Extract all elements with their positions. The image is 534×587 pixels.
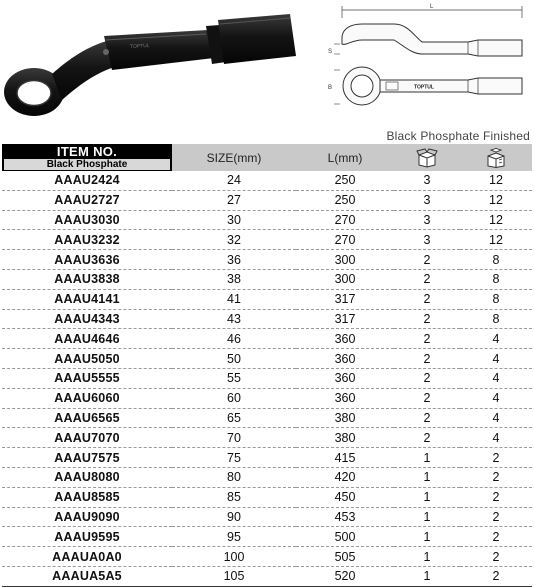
size-cell: 24 [172, 171, 296, 190]
size-cell: 75 [172, 448, 296, 468]
wrench-photo [0, 0, 300, 130]
carton-qty-cell: 8 [460, 250, 532, 270]
master-carton-header [460, 144, 532, 171]
item-code-cell: AAAU6060 [2, 388, 172, 408]
item-code-cell: AAAU3636 [2, 250, 172, 270]
size-cell: 55 [172, 368, 296, 388]
carton-qty-cell: 2 [460, 487, 532, 507]
svg-text:TOPTUL: TOPTUL [129, 42, 150, 50]
item-code-cell: AAAUA0A0 [2, 547, 172, 567]
item-code-cell: AAAUA5A5 [2, 566, 172, 586]
inner-qty-cell: 2 [394, 388, 460, 408]
size-cell: 80 [172, 467, 296, 487]
inner-box-icon [416, 148, 438, 168]
table-row [2, 487, 532, 507]
length-cell: 360 [296, 349, 394, 369]
carton-qty-cell: 4 [460, 428, 532, 448]
carton-qty-cell: 2 [460, 467, 532, 487]
length-cell: 380 [296, 428, 394, 448]
carton-qty-cell: 2 [460, 566, 532, 586]
size-cell: 85 [172, 487, 296, 507]
length-cell: 415 [296, 448, 394, 468]
size-cell: 95 [172, 527, 296, 547]
size-header: SIZE(mm) [172, 144, 296, 171]
length-cell: 300 [296, 269, 394, 289]
brand-mark: TOPTUL [414, 84, 434, 91]
carton-qty-cell: 12 [460, 171, 532, 190]
size-cell: 60 [172, 388, 296, 408]
size-cell: 70 [172, 428, 296, 448]
table-row [2, 428, 532, 448]
table-row [2, 190, 532, 210]
length-cell: 500 [296, 527, 394, 547]
item-code-cell: AAAU9595 [2, 527, 172, 547]
size-cell: 43 [172, 309, 296, 329]
inner-qty-cell: 2 [394, 349, 460, 369]
carton-qty-cell: 4 [460, 349, 532, 369]
item-code-cell: AAAU8080 [2, 467, 172, 487]
inner-qty-cell: 2 [394, 309, 460, 329]
size-cell: 50 [172, 349, 296, 369]
table-row [2, 527, 532, 547]
table-row [2, 408, 532, 428]
table-row [2, 566, 532, 586]
table-row [2, 309, 532, 329]
dim-s-label: S [328, 49, 333, 55]
table-row [2, 388, 532, 408]
size-cell: 65 [172, 408, 296, 428]
table-row [2, 467, 532, 487]
item-code-cell: AAAU8585 [2, 487, 172, 507]
carton-qty-cell: 12 [460, 230, 532, 250]
item-code-cell: AAAU4646 [2, 329, 172, 349]
item-code-cell: AAAU5555 [2, 368, 172, 388]
inner-qty-cell: 2 [394, 250, 460, 270]
inner-qty-cell: 2 [394, 269, 460, 289]
length-cell: 380 [296, 408, 394, 428]
size-cell: 100 [172, 547, 296, 567]
inner-qty-cell: 2 [394, 289, 460, 309]
table-row [2, 349, 532, 369]
length-cell: 453 [296, 507, 394, 527]
size-cell: 41 [172, 289, 296, 309]
length-cell: 360 [296, 368, 394, 388]
inner-qty-cell: 1 [394, 448, 460, 468]
size-cell: 105 [172, 566, 296, 586]
size-cell: 27 [172, 190, 296, 210]
table-row [2, 329, 532, 349]
size-cell: 32 [172, 230, 296, 250]
size-cell: 38 [172, 269, 296, 289]
item-code-cell: AAAU7575 [2, 448, 172, 468]
inner-qty-cell: 3 [394, 230, 460, 250]
item-no-title: ITEM NO. [56, 143, 118, 159]
table-row [2, 230, 532, 250]
length-cell: 317 [296, 309, 394, 329]
inner-box-header [394, 144, 460, 171]
size-cell: 90 [172, 507, 296, 527]
length-cell: 270 [296, 210, 394, 230]
dimension-drawing [318, 0, 534, 120]
item-code-cell: AAAU2727 [2, 190, 172, 210]
item-code-cell: AAAU4343 [2, 309, 172, 329]
carton-qty-cell: 2 [460, 448, 532, 468]
length-cell: 520 [296, 566, 394, 586]
inner-qty-cell: 1 [394, 467, 460, 487]
carton-qty-cell: 8 [460, 309, 532, 329]
table-row [2, 250, 532, 270]
length-cell: 317 [296, 289, 394, 309]
carton-qty-cell: 8 [460, 289, 532, 309]
length-cell: 360 [296, 329, 394, 349]
table-row [2, 210, 532, 230]
inner-qty-cell: 1 [394, 487, 460, 507]
inner-qty-cell: 2 [394, 428, 460, 448]
table-header-row [2, 144, 532, 171]
table-row [2, 171, 532, 190]
table-row [2, 507, 532, 527]
master-carton-icon [485, 148, 507, 168]
item-no-header [2, 144, 172, 171]
size-cell: 30 [172, 210, 296, 230]
item-code-cell: AAAU7070 [2, 428, 172, 448]
carton-qty-cell: 4 [460, 329, 532, 349]
carton-qty-cell: 12 [460, 210, 532, 230]
spec-table [2, 144, 532, 587]
dim-l-label: L [430, 4, 434, 10]
inner-qty-cell: 1 [394, 507, 460, 527]
length-cell: 250 [296, 171, 394, 190]
table-row [2, 448, 532, 468]
carton-qty-cell: 2 [460, 527, 532, 547]
length-cell: 420 [296, 467, 394, 487]
carton-qty-cell: 4 [460, 368, 532, 388]
length-cell: 270 [296, 230, 394, 250]
item-code-cell: AAAU4141 [2, 289, 172, 309]
carton-qty-cell: 4 [460, 388, 532, 408]
inner-qty-cell: 3 [394, 171, 460, 190]
dim-b-label: B [328, 85, 333, 91]
carton-qty-cell: 12 [460, 190, 532, 210]
inner-qty-cell: 2 [394, 329, 460, 349]
item-code-cell: AAAU3838 [2, 269, 172, 289]
carton-qty-cell: 2 [460, 547, 532, 567]
table-row [2, 368, 532, 388]
size-cell: 36 [172, 250, 296, 270]
length-cell: 360 [296, 388, 394, 408]
length-cell: 505 [296, 547, 394, 567]
item-code-cell: AAAU9090 [2, 507, 172, 527]
table-row [2, 547, 532, 567]
carton-qty-cell: 8 [460, 269, 532, 289]
carton-qty-cell: 4 [460, 408, 532, 428]
inner-qty-cell: 1 [394, 566, 460, 586]
inner-qty-cell: 1 [394, 527, 460, 547]
item-code-cell: AAAU3030 [2, 210, 172, 230]
size-cell: 46 [172, 329, 296, 349]
inner-qty-cell: 2 [394, 408, 460, 428]
item-code-cell: AAAU5050 [2, 349, 172, 369]
inner-qty-cell: 1 [394, 547, 460, 567]
length-header: L(mm) [296, 144, 394, 171]
length-cell: 300 [296, 250, 394, 270]
carton-qty-cell: 2 [460, 507, 532, 527]
inner-qty-cell: 3 [394, 190, 460, 210]
table-row [2, 289, 532, 309]
inner-qty-cell: 3 [394, 210, 460, 230]
inner-qty-cell: 2 [394, 368, 460, 388]
length-cell: 250 [296, 190, 394, 210]
finish-label: Black Phosphate Finished [386, 129, 530, 143]
length-cell: 450 [296, 487, 394, 507]
finish-subtitle: Black Phosphate [4, 159, 170, 170]
item-code-cell: AAAU3232 [2, 230, 172, 250]
table-row [2, 269, 532, 289]
item-code-cell: AAAU6565 [2, 408, 172, 428]
item-code-cell: AAAU2424 [2, 171, 172, 190]
